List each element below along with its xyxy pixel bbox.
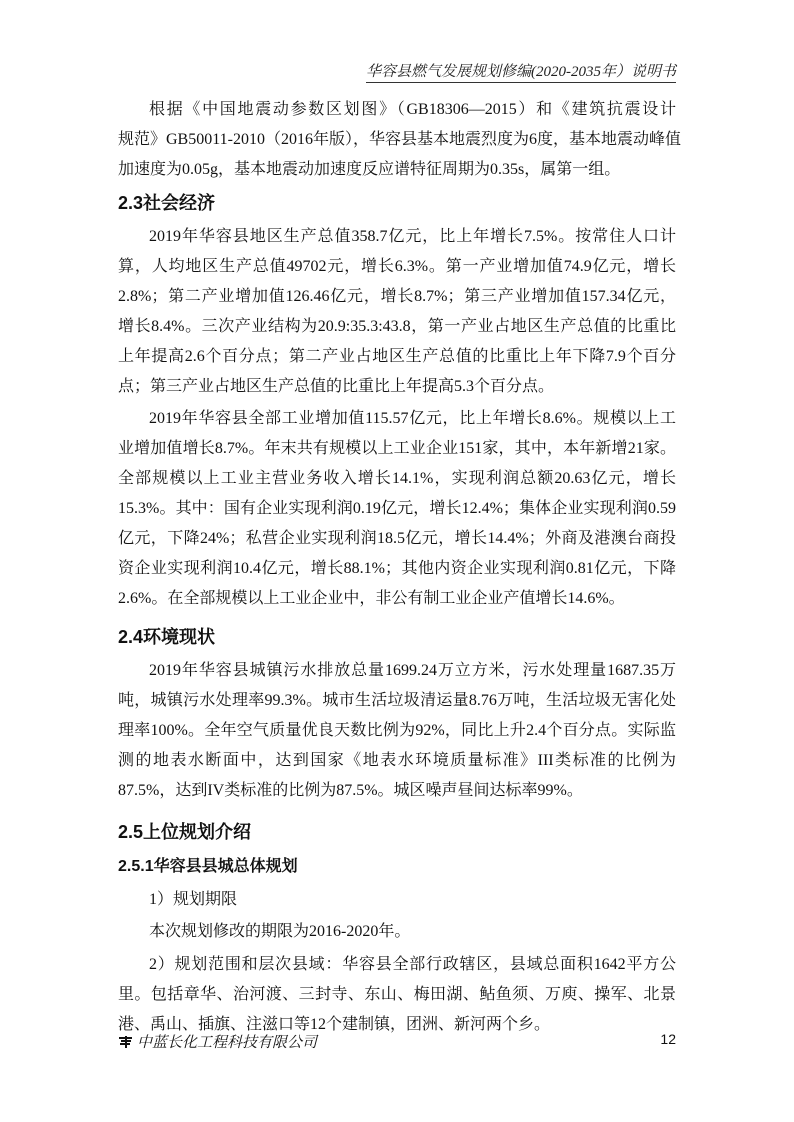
text-line: 吨，城镇污水处理率99.3%。城市生活垃圾清运量8.76万吨，生活垃圾无害化处 xyxy=(118,692,676,709)
text-line: 规范》GB50011-2010（2016年版），华容县基本地震烈度为6度，基本地震动峰值 xyxy=(118,131,681,148)
page-number: 12 xyxy=(660,1031,676,1047)
text-line: 里。包括章华、治河渡、三封寺、东山、梅田湖、鲇鱼须、万庾、操军、北景 xyxy=(118,986,676,1003)
list-planning xyxy=(118,885,676,1040)
text-line: 亿元，下降24%；私营企业实现利润18.5亿元，增长14.4%；外商及港澳台商投 xyxy=(118,530,676,547)
running-header: 华容县燃气发展规划修编(2020-2035年）说明书 xyxy=(366,60,676,83)
text-line: 本次规划修改的期限为2016-2020年。 xyxy=(149,923,411,940)
text-line: 2.6%。在全部规模以上工业企业中，非公有制工业企业产值增长14.6%。 xyxy=(118,590,625,607)
text-line: 港、禹山、插旗、注滋口等12个建制镇，团洲、新河两个乡。 xyxy=(118,1016,551,1033)
text-line: 点；第三产业占地区生产总值的比重比上年提高5.3个百分点。 xyxy=(118,378,555,395)
text-line: 87.5%，达到IV类标准的比例为87.5%。城区噪声昼间达标率99%。 xyxy=(118,782,583,799)
company-logo-icon xyxy=(118,1035,134,1049)
heading-2-3: 2.3社会经济 xyxy=(118,193,216,213)
text-line: 业增加值增长8.7%。年末共有规模以上工业企业151家，其中，本年新增21家。 xyxy=(118,440,676,457)
text-line: 全部规模以上工业主营业务收入增长14.1%，实现利润总额20.63亿元，增长 xyxy=(118,470,676,487)
paragraph-seismic xyxy=(118,95,681,185)
text-line: 上年提高2.6个百分点；第二产业占地区生产总值的比重比上年下降7.9个百分 xyxy=(118,348,676,365)
page-footer xyxy=(118,1031,676,1053)
heading-2-4: 2.4环境现状 xyxy=(118,627,216,647)
text-line: 根据《中国地震动参数区划图》（GB18306—2015）和《建筑抗震设计 xyxy=(149,101,676,118)
text-line: 算，人均地区生产总值49702元，增长6.3%。第一产业增加值74.9亿元，增长 xyxy=(118,258,676,275)
list-item: 1）规划期限 xyxy=(149,891,238,908)
company-name: 中蓝长化工程科技有限公司 xyxy=(137,1035,318,1051)
text-line: 2.8%；第二产业增加值126.46亿元，增长8.7%；第三产业增加值157.34亿元， xyxy=(118,288,676,305)
text-line: 资企业实现利润10.4亿元，增长88.1%；其他内资企业实现利润0.81亿元，下降 xyxy=(118,560,676,577)
footer-company xyxy=(118,1031,317,1052)
text-line: 15.3%。其中：国有企业实现利润0.19亿元，增长12.4%；集体企业实现利润0.59 xyxy=(118,500,676,517)
text-line: 加速度为0.05g，基本地震动加速度反应谱特征周期为0.35s，属第一组。 xyxy=(118,161,621,178)
text-line: 测的地表水断面中，达到国家《地表水环境质量标准》III类标准的比例为 xyxy=(118,752,676,769)
text-line: 理率100%。全年空气质量优良天数比例为92%，同比上升2.4个百分点。实际监 xyxy=(118,722,676,739)
text-line: 2019年华容县城镇污水排放总量1699.24万立方米，污水处理量1687.35万 xyxy=(149,662,676,679)
paragraph-economy-1 xyxy=(118,222,676,402)
text-line: 2）规划范围和层次县域：华容县全部行政辖区，县域总面积1642平方公 xyxy=(149,956,676,973)
heading-2-5: 2.5上位规划介绍 xyxy=(118,822,252,842)
text-line: 增长8.4%。三次产业结构为20.9:35.3:43.8，第一产业占地区生产总值的比重比 xyxy=(118,318,676,335)
text-line: 2019年华容县全部工业增加值115.57亿元，比上年增长8.6%。规模以上工 xyxy=(149,410,676,427)
paragraph-environment xyxy=(118,656,676,806)
text-line: 2019年华容县地区生产总值358.7亿元，比上年增长7.5%。按常住人口计 xyxy=(149,228,676,245)
heading-2-5-1: 2.5.1华容县县城总体规划 xyxy=(118,858,298,875)
paragraph-economy-2 xyxy=(118,404,676,614)
